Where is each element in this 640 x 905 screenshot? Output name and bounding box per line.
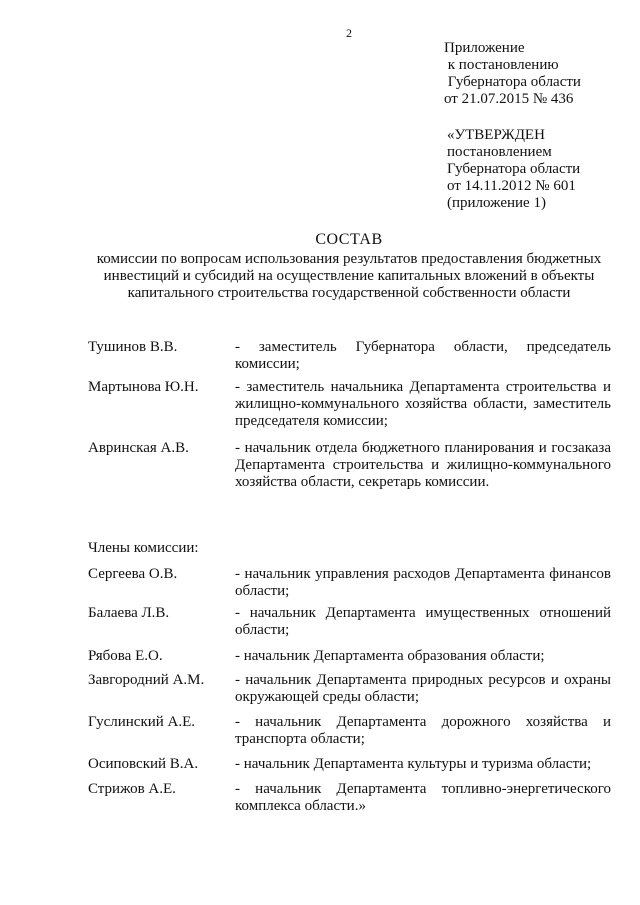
- appendix-line: Приложение: [444, 40, 525, 56]
- appendix-line: к постановлению: [444, 57, 559, 73]
- member-role: - начальник Департамента культуры и туризма области;: [235, 756, 592, 772]
- approved-line: «УТВЕРЖДЕН: [447, 127, 545, 143]
- approved-line: постановлением: [447, 144, 552, 160]
- page-number: 2: [346, 26, 352, 40]
- member-role: - начальник Департамента дорожного хозяйства и транспорта области;: [235, 714, 611, 747]
- member-role: - начальник Департамента образования области;: [235, 648, 545, 664]
- member-name: Стрижов А.Е.: [88, 781, 176, 797]
- members-heading: Члены комиссии:: [88, 540, 199, 556]
- member-name: Гуслинский А.Е.: [88, 714, 196, 730]
- member-role: - начальник Департамента имущественных отношений области;: [235, 605, 611, 638]
- member-name: Рябова Е.О.: [88, 648, 163, 664]
- approved-line: (приложение 1): [447, 195, 546, 211]
- approved-block: [447, 127, 580, 212]
- member-name: Осиповский В.А.: [88, 756, 199, 772]
- approved-line: Губернатора области: [447, 161, 581, 177]
- member-role: - начальник отдела бюджетного планирования и госзаказа Департамента строительства и жилищно-коммунального хозяйства области, секретарь комиссии.: [235, 440, 611, 490]
- member-name: Балаева Л.В.: [88, 605, 170, 621]
- appendix-block: [444, 40, 581, 108]
- document-subtitle: комиссии по вопросам использования результатов предоставления бюджетных инвестиций и субсидий на осуществление капитальных вложений в объекты капитального строительства государственной собственности области: [96, 251, 602, 301]
- document-title: СОСТАВ: [315, 231, 383, 248]
- member-name: Тушинов В.В.: [88, 339, 178, 355]
- member-role: - начальник Департамента топливно-энергетического комплекса области.»: [235, 781, 611, 814]
- member-role: - заместитель начальника Департамента строительства и жилищно-коммунального хозяйства области, заместитель председателя комиссии;: [235, 379, 611, 429]
- member-name: Сергеева О.В.: [88, 566, 178, 582]
- appendix-line: от 21.07.2015 № 436: [444, 91, 574, 107]
- member-name: Авринская А.В.: [88, 440, 189, 456]
- member-name: Мартынова Ю.Н.: [88, 379, 199, 395]
- member-role: - начальник управления расходов Департамента финансов области;: [235, 566, 611, 599]
- appendix-line: Губернатора области: [444, 74, 581, 90]
- approved-line: от 14.11.2012 № 601: [447, 178, 576, 194]
- member-name: Завгородний А.М.: [88, 672, 205, 688]
- member-role: - начальник Департамента природных ресурсов и охраны окружающей среды области;: [235, 672, 611, 705]
- member-role: - заместитель Губернатора области, председатель комиссии;: [235, 339, 611, 372]
